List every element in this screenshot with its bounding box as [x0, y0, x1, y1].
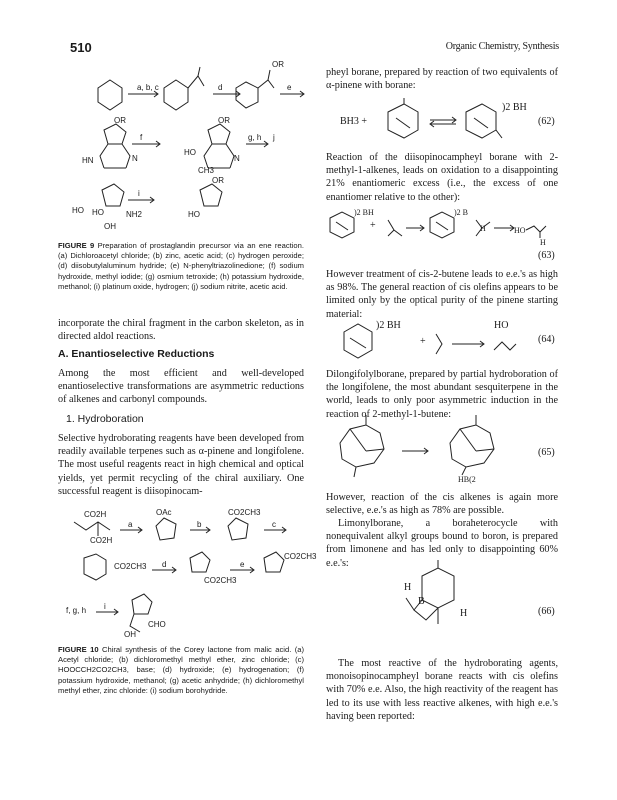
equation-66 — [326, 558, 558, 638]
fig10-arrow-label: b — [197, 520, 202, 529]
fig9-atom: N — [234, 154, 240, 163]
eq62-reagent: BH3 + — [340, 116, 368, 127]
running-head: Organic Chemistry, Synthesis — [445, 41, 559, 52]
fig9-arrow-label: e — [287, 83, 292, 92]
equation-64 — [326, 318, 558, 368]
fig10-atom: OH — [124, 630, 136, 639]
eq63-ho: HO — [514, 226, 526, 235]
eq65-product: HB(2 — [458, 475, 476, 484]
eq63-h-atom: H — [480, 224, 486, 233]
right-paragraph-5: However, reaction of the cis alkenes is again more selective, e.e.'s as high as 78% are possible. — [326, 492, 558, 517]
fig10-atom: CO2H — [90, 536, 113, 545]
left-paragraph-1: incorporate the chiral fragment in the carbon skeleton, as in directed aldol reactions. — [58, 318, 304, 343]
eq64-structures — [326, 318, 558, 368]
right-paragraph-2: Reaction of the diisopinocampheyl borane with 2-methyl-1-alkenes, leads on oxidation to a disappointing 21% enantiomeric excess (i.e., the excess of one enantiomer relative to the other): — [326, 152, 558, 203]
figure-9-scheme — [68, 58, 308, 233]
eq63-intermediate: )2 B — [454, 208, 468, 217]
figure-9-caption-text: Preparation of prostaglandin precursor via an ene reaction. (a) Dichloroacetyl chloride; (b) zinc, acetic acid; (c) hydrogen peroxide; (d) diisobutylaluminum hydride; (e) N-phenyltriazolinedione; (f) sodium hydroxide, methyl iodide; (g) osmium tetroxide; (h) potassium hydroxide, methanol; (i) platinum oxide, hydrogen; (j) sodium nitrite, acetic acid. — [58, 241, 304, 291]
eq63-plus: + — [370, 220, 376, 231]
fig10-arrow-label: d — [162, 560, 167, 569]
eq66-structure — [326, 558, 558, 638]
fig10-arrow-label: f, g, h — [66, 606, 87, 615]
fig10-atom: CO2CH3 — [204, 576, 237, 585]
eq64-number: (64) — [538, 334, 555, 345]
fig10-atom: CO2CH3 — [284, 552, 317, 561]
eq64-plus: + — [420, 336, 426, 347]
equation-62 — [326, 98, 558, 148]
fig9-arrow-label: f — [140, 133, 143, 142]
figure-9-caption — [58, 241, 304, 292]
left-paragraph-3: Selective hydroborating reagents have been developed from readily available terpenes such as α-pinene and longifolene. The most useful reagents react in high chemical and optical yields, yet permit recycling of the chiral auxiliary. One successful reagent is diisopinocam- — [58, 433, 304, 497]
figure-10-drawing — [60, 508, 306, 638]
fig9-atom: HO — [72, 206, 84, 215]
eq64-ho: HO — [494, 320, 509, 331]
fig10-arrow-label: e — [240, 560, 245, 569]
fig9-atom: HO — [92, 208, 104, 217]
eq63-reagent: )2 BH — [354, 208, 374, 217]
fig9-arrow-label: a, b, c — [137, 83, 159, 92]
fig10-atom: CO2H — [84, 510, 107, 519]
fig9-atom: OR — [212, 176, 224, 185]
right-paragraph-7: The most reactive of the hydroborating agents, monoisopinocampheyl borane reacts with cis olefins with 70% e.e. Also, the high reactivity of the reagent has led to its use with less reactive alkenes, with high e.e.'s having been reported: — [326, 658, 558, 722]
figure-9-label: FIGURE 9 — [58, 241, 95, 250]
fig9-atom: HO — [184, 148, 196, 157]
subsection-heading-1: 1. Hydroboration — [66, 413, 144, 425]
fig9-arrow-label: i — [138, 189, 140, 198]
eq66-h-left: H — [404, 582, 412, 593]
eq66-h-right: H — [460, 608, 468, 619]
fig10-arrow-label: c — [272, 520, 276, 529]
eq62-product: )2 BH — [502, 102, 527, 113]
fig9-atom: OH — [104, 222, 116, 231]
fig9-atom: OR — [114, 116, 126, 125]
eq63-h-product: H — [540, 238, 546, 247]
fig9-atom: OR — [272, 60, 284, 69]
fig9-arrow-label: j — [273, 133, 275, 142]
figure-10-caption — [58, 645, 304, 696]
figure-10-caption-text: Chiral synthesis of the Corey lactone from malic acid. (a) Acetyl chloride; (b) dichloromethyl methyl ether, zinc chloride; (c) HOOCCH2CO2CH3, base; (d) hydroxide; (e) hydrogenation; (f) potassium hydroxide, methanol; (g) acetic anhydride; (h) dichloromethyl methyl ether, zinc chloride: (i) sodium borohydride. — [58, 645, 304, 695]
fig9-arrow-label: d — [218, 83, 223, 92]
eq64-reagent: )2 BH — [376, 320, 401, 331]
fig9-atom: N — [132, 154, 138, 163]
fig9-atom: OR — [218, 116, 230, 125]
section-heading-a: A. Enantioselective Reductions — [58, 348, 215, 360]
fig10-arrow-label: i — [104, 602, 106, 611]
figure-10-label: FIGURE 10 — [58, 645, 99, 654]
fig10-atom: CO2CH3 — [228, 508, 261, 517]
eq66-boron: B — [418, 596, 425, 607]
eq62-number: (62) — [538, 116, 555, 127]
eq65-number: (65) — [538, 447, 555, 458]
page-number: 510 — [70, 40, 92, 55]
equation-63 — [326, 206, 558, 261]
fig10-arrow-label: a — [128, 520, 133, 529]
fig10-atom: CO2CH3 — [114, 562, 147, 571]
eq66-number: (66) — [538, 606, 555, 617]
fig9-atom: HN — [82, 156, 94, 165]
equation-65 — [326, 415, 558, 485]
fig9-atom: HO — [188, 210, 200, 219]
fig10-atom: CHO — [148, 620, 166, 629]
right-paragraph-6: Limonylborane, a boraheterocycle with nonequivalent alkyl groups bound to boron, is prepared from limonene and has led only to disappointing 60% e.e.'s: — [326, 518, 558, 569]
figure-9-drawing — [68, 58, 308, 233]
figure-10-scheme — [60, 508, 317, 639]
fig9-atom: NH2 — [126, 210, 143, 219]
right-paragraph-4: Dilongifolylborane, prepared by partial hydroboration of the longifolene, the most abundant sesquiterpene in the world, leads to only poor asymmetric induction in the reaction of 2-methyl-1-butene: — [326, 369, 558, 420]
left-paragraph-2: Among the most efficient and well-developed enantioselective transformations are asymmetric reductions of alkenes and carbonyl compounds. — [58, 368, 304, 406]
right-paragraph-1: pheyl borane, prepared by reaction of two equivalents of α-pinene with borane: — [326, 67, 558, 92]
right-paragraph-3: However treatment of cis-2-butene leads to e.e.'s as high as 98%. The general reaction of cis olefins appears to be limited only by the optical purity of the pinene starting material: — [326, 269, 558, 320]
eq65-structures — [326, 415, 558, 485]
eq63-number: (63) — [538, 250, 555, 261]
fig9-atom: CH3 — [198, 166, 215, 175]
fig9-arrow-label: g, h — [248, 133, 262, 142]
fig10-atom: OAc — [156, 508, 172, 517]
